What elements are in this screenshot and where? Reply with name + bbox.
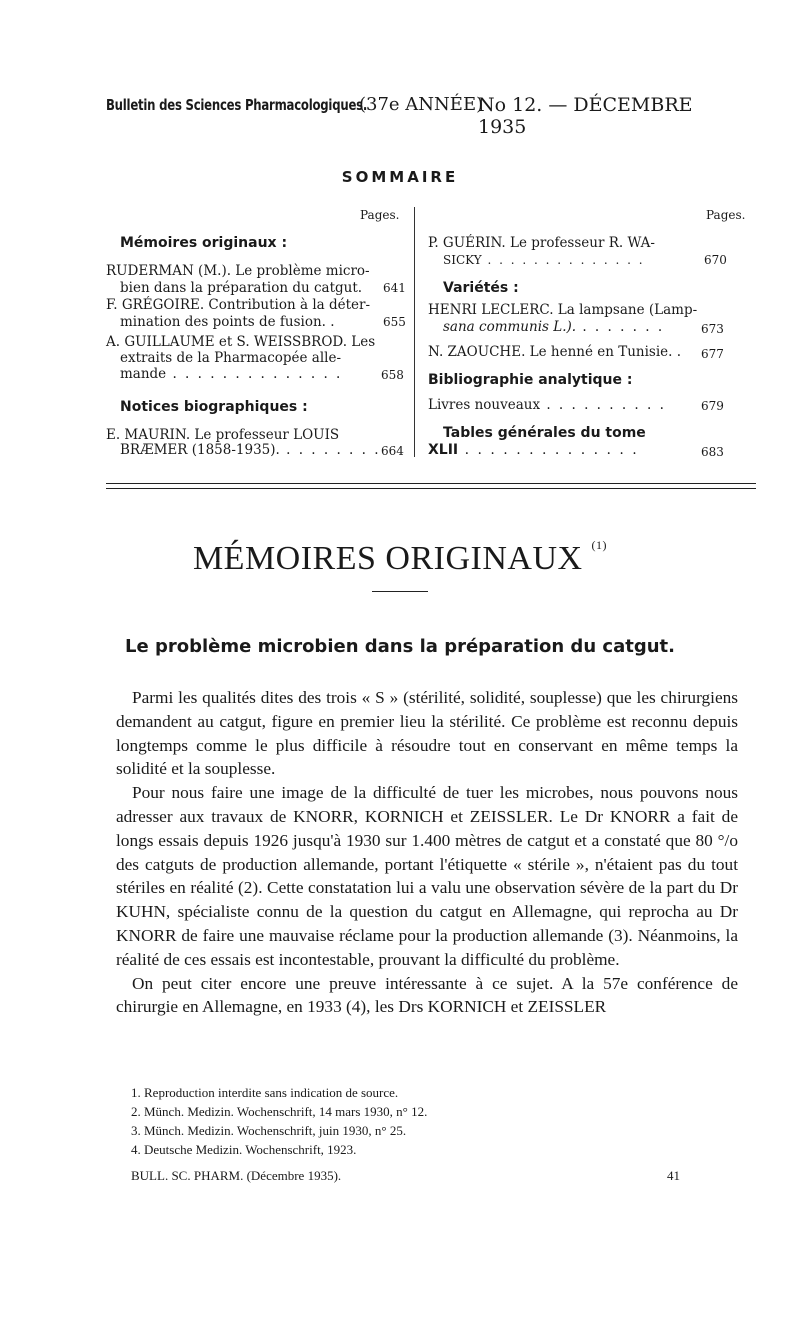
pages-label-left: Pages. [360,208,400,222]
footnote-marker: (1) [591,538,608,552]
toc-entry: E. MAURIN. Le professeur LOUIS [106,427,340,443]
sommaire-title: SOMMAIRE [341,168,459,186]
footnote: 4. Deutsche Medizin. Wochenschrift, 1923. [131,1142,357,1157]
pages-label-right: Pages. [706,208,746,222]
toc-entry: mination des points de fusion. . [120,314,335,330]
toc-page: 658 [381,368,404,382]
journal-name: Bulletin des Sciences Pharmacologiques. [106,96,368,114]
toc-entry: A. GUILLAUME et S. WEISSBROD. Les [106,334,376,350]
paragraph: Pour nous faire une image de la difficulté de tuer les microbes, nous pouvons nous adresser aux travaux de KNORR, KORNICH et ZEISSLER. Le Dr KNORR a fait de longs essais depuis 1926 jusqu'à 1930 sur 1.400 mètres de catgut et a constaté que 80 °/o des catguts de production allemande, portant l'étiquette « stérile », n'étaient pas du tout stériles en réalité (2). Cette constatation lui a valu une observation sévère de la part du Dr KUHN, spécialiste connu de la question du catgut en Allemagne, qui reprocha au Dr KNORR de faire une mauvaise réclame pour la production allemande (3). Néanmoins, la réalité de ces essais est incontestable, prouvant la difficulté du problème. [116,783,738,969]
footnote: 2. Münch. Medizin. Wochenschrift, 14 mars 1930, n° 12. [131,1104,428,1119]
toc-page: 679 [701,399,724,413]
toc-entry: N. ZAOUCHE. Le henné en Tunisie. . [428,344,682,360]
toc-entry-text: BRÆMER (1858-1935). [120,442,280,458]
article-title: Le problème microbien dans la préparation du catgut. [125,636,675,657]
notices-heading: Notices biographiques : [120,399,308,415]
toc-entry-text: mande [120,366,167,382]
toc-entry: BRÆMER (1858-1935). . . . . . . . . [120,442,381,458]
toc-entry-text: Livres nouveaux [428,397,541,413]
section-title [0,540,800,578]
toc-entry: RUDERMAN (M.). Le problème micro- [106,263,370,279]
toc-page: 670 [704,253,727,267]
page-number: 41 [667,1168,680,1183]
toc-page: 673 [701,322,724,336]
toc-entry: sana communis L.). . . . . . . . [443,319,665,335]
paragraph: Parmi les qualités dites des trois « S » (stérilité, solidité, souplesse) que les chirurgiens demandent au catgut, figure en premier lieu la stérilité. Ce problème est reconnu depuis longtemps comme le plus difficile à résoudre tout en conservant en même temps la solidité et la souplesse. [116,688,738,779]
bibliographie-heading: Bibliographie analytique : [428,372,633,388]
tables-heading-volume: XLII . . . . . . . . . . . . . . [428,442,639,458]
footnotes [131,1083,691,1159]
footnote: 3. Münch. Medizin. Wochenschrift, juin 1930, n° 25. [131,1123,407,1138]
toc-entry: SICKY . . . . . . . . . . . . . . [443,253,645,267]
paragraph: On peut citer encore une preuve intéressante à ce sujet. A la 57e conférence de chirurgie en Allemagne, en 1933 (4), les Drs KORNICH et ZEISSLER [116,973,738,1017]
tables-heading: Tables générales du tome [443,425,646,441]
toc-entry: Livres nouveaux . . . . . . . . . . [428,397,666,413]
section-title-text: MÉMOIRES ORIGINAUX [192,540,583,577]
issue-date: No 12. — DÉCEMBRE 1935 [478,94,693,138]
column-divider [414,207,415,457]
double-rule-top [106,483,756,484]
toc-page: 664 [381,444,404,458]
toc-page: 683 [701,445,724,459]
volume-year: (37e ANNÉE) [359,94,484,115]
title-rule [372,591,428,592]
varietes-heading: Variétés : [443,280,519,296]
toc-entry: mande . . . . . . . . . . . . . . [120,366,343,382]
double-rule-bottom [106,488,756,489]
footnote: 1. Reproduction interdite sans indication de source. [131,1085,399,1100]
toc-entry-text: sana communis L.). [443,319,577,335]
toc-entry: HENRI LECLERC. La lampsane (Lamp- [428,302,698,318]
toc-entry-text: SICKY [443,253,482,267]
toc-entry: F. GRÉGOIRE. Contribution à la déter- [106,297,371,313]
tables-volume-text: XLII [428,442,459,458]
toc-page: 655 [383,315,406,329]
toc-page: 677 [701,347,724,361]
toc-entry: P. GUÉRIN. Le professeur R. WA- [428,235,655,251]
article-body [116,686,738,1019]
toc-entry: extraits de la Pharmacopée alle- [120,350,342,366]
toc-page: 641 [383,281,406,295]
toc-entry: bien dans la préparation du catgut. [120,280,363,296]
footer-citation: BULL. SC. PHARM. (Décembre 1935). [131,1168,342,1183]
memoires-heading: Mémoires originaux : [120,235,288,251]
table-of-contents [0,0,800,480]
